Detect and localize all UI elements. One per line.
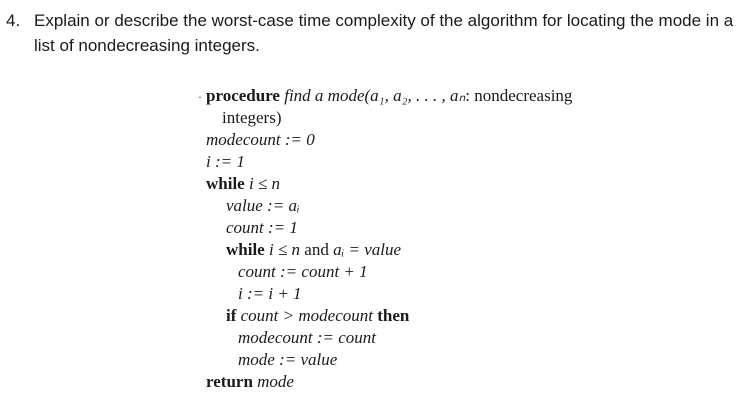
procedure-keyword: procedure [206, 86, 280, 105]
procedure-header-wrap: integers) [222, 108, 282, 127]
init-i-line [198, 151, 572, 173]
init-modecount-line [198, 129, 572, 151]
modecount-update: modecount := count [238, 328, 376, 347]
procedure-name: find a mode [284, 86, 365, 105]
if-line [198, 305, 572, 327]
algorithm-pseudocode [198, 85, 572, 393]
outer-while-condition: i ≤ n [248, 174, 281, 193]
value-assign-line [198, 195, 572, 217]
return-line [198, 371, 572, 393]
inner-while-condition-1: i ≤ n [268, 240, 301, 259]
if-condition: count > modecount [240, 306, 373, 325]
question-text: Explain or describe the worst-case time complexity of the algorithm for locating the mode in a list of nondecreasing integers. [34, 11, 734, 55]
count-increment-line [198, 261, 572, 283]
if-keyword: if [226, 306, 237, 325]
procedure-header-line [198, 85, 572, 107]
procedure-params: (a₁, a₂, . . . , aₙ [364, 86, 466, 105]
inner-while-and: and [304, 240, 329, 259]
inner-while-keyword: while [226, 240, 265, 259]
count-increment: count := count + 1 [238, 262, 368, 281]
init-modecount: modecount := 0 [206, 130, 315, 149]
inner-while-condition-2: aᵢ = value [333, 240, 402, 259]
return-value: mode [257, 372, 294, 391]
bullet-marker: · [198, 90, 202, 104]
mode-update: mode := value [238, 350, 338, 369]
return-keyword: return [206, 372, 253, 391]
count-init-line [198, 217, 572, 239]
inner-while-line [198, 239, 572, 261]
i-increment-line [198, 283, 572, 305]
question-number: 4. [6, 11, 21, 30]
i-increment: i := i + 1 [238, 284, 302, 303]
modecount-update-line [198, 327, 572, 349]
procedure-params-suffix: : nondecreasing [465, 86, 573, 105]
outer-while-line [198, 173, 572, 195]
while-keyword: while [206, 174, 245, 193]
value-assign: value := aᵢ [226, 196, 300, 215]
mode-update-line [198, 349, 572, 371]
then-keyword: then [377, 306, 410, 325]
init-i: i := 1 [206, 152, 245, 171]
count-init: count := 1 [226, 218, 298, 237]
